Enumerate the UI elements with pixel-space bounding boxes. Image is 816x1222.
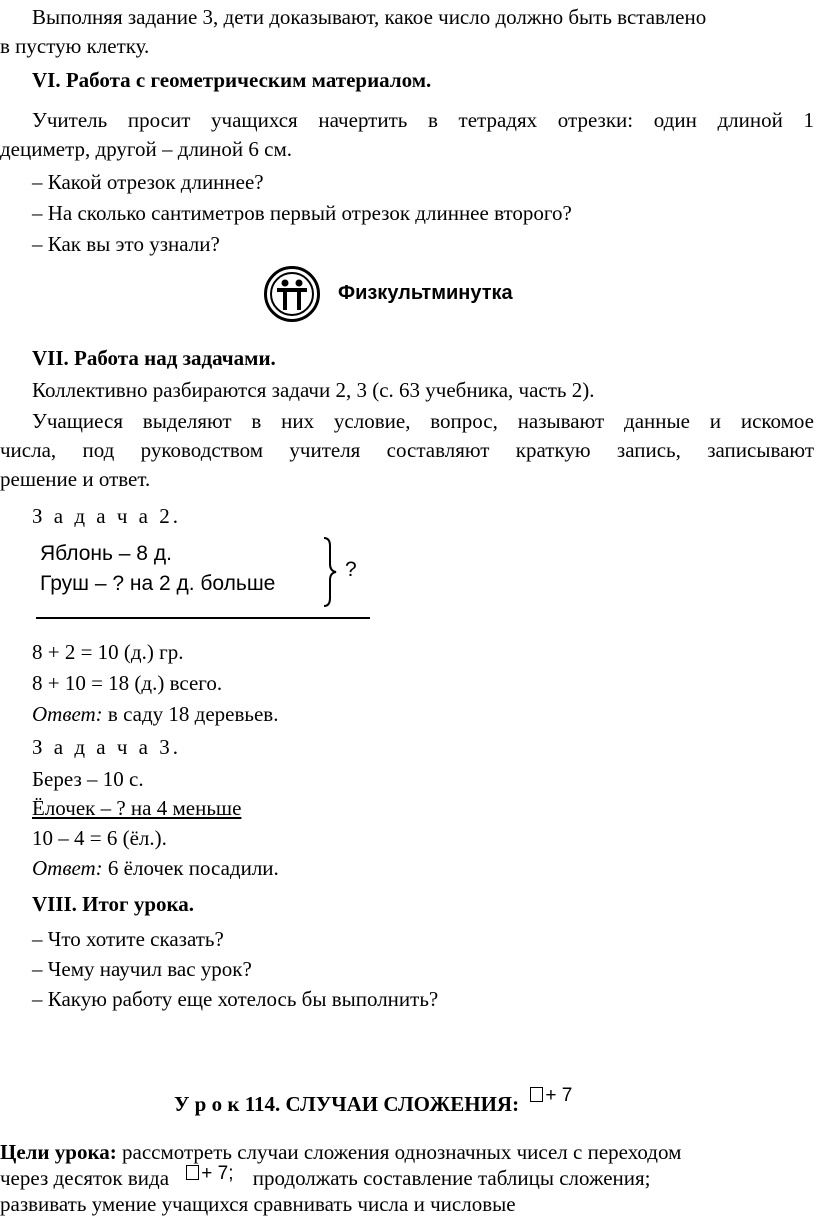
section-6-question-2: – На сколько сантиметров первый отрезок длиннее второго?: [32, 201, 572, 225]
section-7-paragraph-2: [0, 407, 814, 494]
goals-text-2a: через десяток вида: [0, 1166, 170, 1190]
section-7-line-1: Учащиеся выделяют в них условие, вопрос, называют данные и искомое: [32, 409, 814, 433]
short-note-underline: [36, 617, 370, 619]
task-2-calc-2: 8 + 10 = 18 (д.) всего.: [32, 671, 223, 695]
curly-brace-icon: [318, 536, 348, 608]
lesson-114-title: [174, 1085, 573, 1120]
section-6-question-1: – Какой отрезок длиннее?: [32, 170, 264, 194]
section-6-line-1: Учитель просит учащихся начертить в тетрадях отрезки: один длиной 1: [32, 108, 814, 132]
task-2-answer: [32, 700, 278, 728]
task-3-answer: [32, 854, 279, 882]
goals-line-1: [0, 1138, 681, 1166]
section-8-heading: VIII. Итог урока.: [32, 892, 195, 916]
task-3-answer-label: Ответ:: [32, 856, 103, 880]
section-7-line-2: числа, под руководством учителя составляют краткую запись, записывают: [0, 438, 814, 462]
fizkultminutka-label: Физкультминутка: [338, 282, 513, 304]
lesson-114-formula: + 7: [530, 1085, 572, 1106]
section-8-question-2: – Чему научил вас урок?: [32, 957, 252, 981]
section-7-line-3: решение и ответ.: [0, 467, 151, 491]
task-3-line-1: Берез – 10 с.: [32, 767, 144, 791]
section-6-question-3: – Как вы это узнали?: [32, 232, 220, 256]
empty-box-icon: [530, 1087, 543, 1102]
task-2-note-line-2: Груш – ? на 2 д. больше: [40, 572, 276, 595]
task-2-question-mark: ?: [345, 558, 357, 581]
section-8-question-1: – Что хотите сказать?: [32, 927, 224, 951]
section-6-paragraph: [0, 106, 814, 164]
goals-label: Цели урока:: [0, 1140, 117, 1164]
section-6-line-2: дециметр, другой – длиной 6 см.: [0, 137, 293, 161]
task-2-note-line-1: Яблонь – 8 д.: [40, 542, 172, 565]
empty-box-icon: [186, 1165, 199, 1180]
section-8-question-3: – Какую работу еще хотелось бы выполнить?: [32, 987, 439, 1011]
section-7-heading: VII. Работа над задачами.: [32, 346, 276, 370]
goals-text-1: рассмотреть случаи сложения однозначных чисел с переходом: [122, 1140, 682, 1164]
lesson-114-title-text: У р о к 114. СЛУЧАИ СЛОЖЕНИЯ:: [174, 1092, 520, 1116]
task-3-calc: 10 – 4 = 6 (ёл.).: [32, 826, 167, 850]
intro-paragraph: [0, 3, 814, 61]
section-7-paragraph-1: Коллективно разбираются задачи 2, 3 (с. 63 учебника, часть 2).: [32, 378, 595, 402]
task-2-title: З а д а ч а 2.: [32, 504, 181, 528]
goals-text-2b: продолжать составление таблицы сложения;: [252, 1166, 651, 1190]
two-figures-icon: [264, 266, 320, 322]
task-3-line-2: Ёлочек – ? на 4 меньше: [32, 796, 242, 820]
task-2-calc-1: 8 + 2 = 10 (д.) гр.: [32, 640, 184, 664]
task-2-answer-label: Ответ:: [32, 702, 103, 726]
intro-line-1: Выполняя задание 3, дети доказывают, какое число должно быть вставлено: [32, 5, 707, 29]
task-2-answer-text: в саду 18 деревьев.: [107, 702, 279, 726]
goals-line-3: развивать умение учащихся сравнивать числа и числовые: [0, 1192, 516, 1216]
goals-formula: + 7;: [186, 1163, 233, 1184]
section-6-heading: VI. Работа с геометрическим материалом.: [32, 68, 432, 92]
task-3-title: З а д а ч а 3.: [32, 735, 181, 759]
intro-line-2: в пустую клетку.: [0, 34, 150, 58]
task-3-answer-text: 6 ёлочек посадили.: [107, 856, 279, 880]
